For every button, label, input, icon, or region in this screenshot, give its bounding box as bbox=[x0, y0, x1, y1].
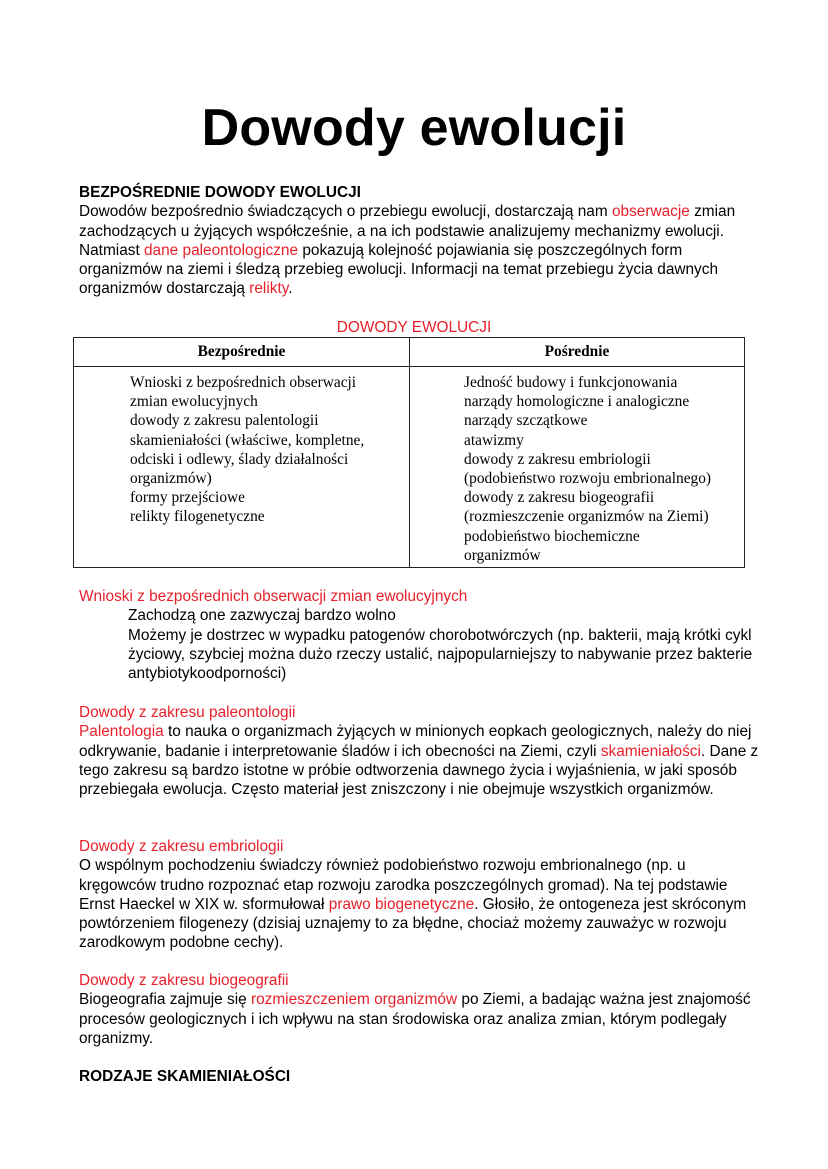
section-heading: Dowody z zakresu embriologii bbox=[79, 838, 284, 855]
text-run: . bbox=[288, 280, 293, 298]
page-title: Dowody ewolucji bbox=[201, 99, 627, 157]
table-header-indirect: Pośrednie bbox=[544, 343, 610, 360]
section-paragraph bbox=[79, 990, 759, 1048]
table-cell-line: dowody z zakresu biogeografii bbox=[464, 489, 655, 507]
table-cell-line: Jedność budowy i funkcjonowania bbox=[464, 374, 678, 391]
table-header-direct: Bezpośrednie bbox=[197, 343, 286, 360]
text-run: Biogeografia zajmuje się bbox=[79, 991, 251, 1009]
section-paragraph bbox=[79, 202, 759, 298]
table-cell-line: organizmów) bbox=[130, 470, 212, 488]
section-line: Zachodzą one zazwyczaj bardzo wolno bbox=[128, 607, 396, 625]
highlighted-term: relikty bbox=[249, 280, 289, 298]
table-cell-direct bbox=[130, 373, 405, 527]
table-column-divider bbox=[409, 338, 410, 567]
table-cell-line: narządy szczątkowe bbox=[464, 412, 588, 430]
section-heading: RODZAJE SKAMIENIAŁOŚCI bbox=[79, 1068, 291, 1085]
table-header-divider bbox=[74, 366, 744, 367]
table-cell-line: skamieniałości (właściwe, kompletne, bbox=[130, 431, 365, 449]
section-direct-evidence bbox=[79, 183, 759, 299]
table-cell-line: podobieństwo biochemiczne bbox=[464, 527, 640, 545]
table-caption: DOWODY EWOLUCJI bbox=[336, 319, 492, 336]
text-run: zmian zachodzących u żyjących współcześnie, a na ich podstawie analizujemy mechanizmy ewolucji. Natmiast bbox=[79, 203, 736, 259]
table-cell-line: dowody z zakresu embriologii bbox=[464, 450, 651, 468]
table-cell-line: organizmów bbox=[464, 546, 541, 564]
section-heading: BEZPOŚREDNIE DOWODY EWOLUCJI bbox=[79, 184, 361, 201]
table-cell-line: relikty filogenetyczne bbox=[130, 508, 265, 526]
table-cell-line: odciski i odlewy, ślady działalności bbox=[130, 450, 349, 468]
table-cell-line: Wnioski z bezpośrednich obserwacji bbox=[130, 374, 357, 391]
section-paragraph bbox=[79, 856, 759, 952]
table-cell-line: formy przejściowe bbox=[130, 489, 245, 507]
highlighted-term: obserwacje bbox=[611, 203, 690, 221]
table-cell-line: (podobieństwo rozwoju embrionalnego) bbox=[464, 470, 712, 488]
table-cell-line: narządy homologiczne i analogiczne bbox=[464, 393, 690, 411]
text-run: Dowodów bezpośrednio świadczących o przebiegu ewolucji, dostarczają nam bbox=[79, 203, 612, 221]
section-embryology bbox=[79, 837, 759, 953]
section-heading: Dowody z zakresu paleontologii bbox=[79, 704, 296, 721]
table-cell-line: dowody z zakresu palentologii bbox=[130, 412, 319, 430]
table-cell-indirect bbox=[464, 373, 744, 565]
highlighted-term: Palentologia bbox=[79, 723, 164, 741]
section-heading: Wnioski z bezpośrednich obserwacji zmian ewolucyjnych bbox=[79, 588, 468, 605]
text-run: . Głosiło, że ontogeneza jest skróconym powtórzeniem filogenezy (dzisiaj uznajemy to za błędne, chociaż możemy zauważyc w rozwoju zarodkowym podobne cechy). bbox=[79, 895, 747, 952]
text-run: O wspólnym pochodzeniu świadczy również podobieństwo rozwoju embrionalnego (np. u kręgowców trudno rozpoznać etap rozwoju zarodka poszczególnych gromad). Na tej podstawie Ernst Haeckel w XIX w. sformułował bbox=[79, 857, 728, 913]
highlighted-term: skamieniałości bbox=[600, 742, 701, 760]
table-cell-line: atawizmy bbox=[464, 431, 524, 449]
section-observations bbox=[79, 587, 759, 683]
text-run: pokazują kolejność pojawiania się poszczególnych form organizmów na ziemi i śledzą przebieg ewolucji. Informacji na temat przebiegu życia dawnych organizmów dostarczają bbox=[79, 241, 719, 298]
evidence-table bbox=[73, 337, 745, 568]
section-paragraph bbox=[79, 722, 759, 799]
table-cell-line: (rozmieszczenie organizmów na Ziemi) bbox=[464, 508, 709, 526]
section-heading: Dowody z zakresu biogeografii bbox=[79, 972, 289, 989]
section-line: Możemy je dostrzec w wypadku patogenów chorobotwórczych (np. bakterii, mają krótki cykl życiowy, szybciej można dużo rzeczy ustalić, najpopularniejszy to nabywanie przez bakterie antybiotykoodporności) bbox=[128, 626, 753, 683]
highlighted-term: prawo biogenetyczne bbox=[328, 895, 475, 913]
table-cell-line: zmian ewolucyjnych bbox=[130, 393, 258, 411]
highlighted-term: dane paleontologiczne bbox=[144, 241, 299, 259]
text-run: po Ziemi, a badając ważna jest znajomość procesów geologicznych i ich wpływu na stan środowiska oraz analiza zmian, którym podlegały organizmy. bbox=[79, 991, 751, 1047]
text-run: . Dane z tego zakresu są bardzo istotne w próbie odtworzenia dawnego życia i wyjaśnienia, w jaki sposób przebiegała ewolucja. Często materiał jest zniszczony i nie obejmuje wszystkich organizmów. bbox=[79, 742, 759, 799]
text-run: to nauka o organizmach żyjących w minionych eopkach geologicznych, należy do niej odkrywanie, badanie i interpretowanie śladów i ich obecności na Ziemi, czyli bbox=[79, 723, 752, 760]
section-paleontology bbox=[79, 703, 759, 799]
section-biogeography bbox=[79, 971, 759, 1048]
highlighted-term: rozmieszczeniem organizmów bbox=[250, 991, 458, 1009]
section-fossil-types bbox=[79, 1067, 759, 1086]
